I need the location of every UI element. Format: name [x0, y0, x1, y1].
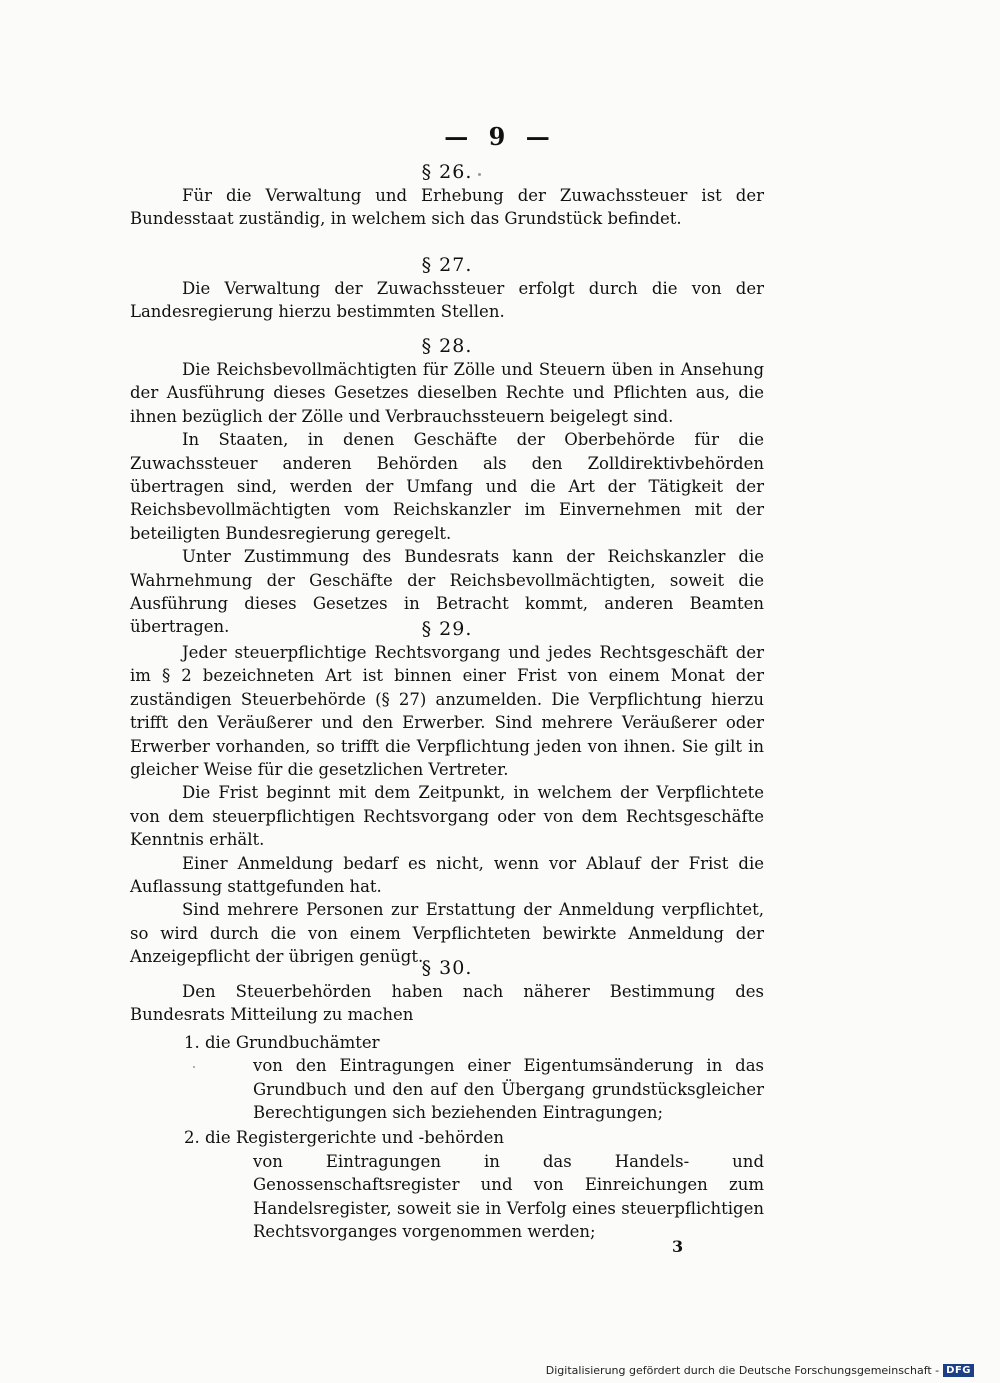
section-30 [130, 956, 764, 1243]
footer-text: Digitalisierung gefördert durch die Deutsche Forschungsgemeinschaft - [545, 1364, 940, 1377]
paragraph: Die Verwaltung der Zuwachssteuer erfolgt durch die von der Landesregierung hierzu bestimmten Stellen. [130, 279, 764, 322]
paragraph: Jeder steuerpflichtige Rechtsvorgang und jedes Rechtsgeschäft der im § 2 bezeichneten Art ist binnen einer Frist von einem Monat der zuständigen Steuerbehörde (§ 27) anzumelden. Die Verpflichtung hierzu trifft den Veräußerer und den Erwerber. Sind mehrere Veräußerer oder Erwerber vorhanden, so trifft die Verpflichtung jeden von ihnen. Sie gilt in gleicher Weise für die gesetzlichen Vertreter. [130, 643, 764, 780]
list-item-label: 1. die Grundbuchämter [184, 1032, 380, 1052]
print-speck [478, 173, 481, 176]
section-26 [130, 160, 764, 231]
section-29 [130, 617, 764, 969]
paragraph: Unter Zustimmung des Bundesrats kann der Reichskanzler die Wahrnehmung der Geschäfte der Reichsbevollmächtigten, soweit die Ausführung dieses Gesetzes in Betracht kommt, anderen Beamten übertragen. [130, 547, 764, 637]
section-title: § 26. [421, 161, 473, 183]
section-title: § 28. [421, 335, 473, 357]
list-item-text: von den Eintragungen einer Eigentumsänderung in das Grundbuch und den auf den Übergang grundstücksgleicher Berechtigungen sich beziehenden Eintragungen; [253, 1056, 764, 1123]
sheet-signature-number: 3 [672, 1237, 684, 1256]
digitization-footer [546, 1364, 974, 1377]
dfg-logo: DFG [943, 1364, 974, 1377]
page-number-header: — 9 — [444, 122, 556, 151]
list-item-text: von Eintragungen in das Handels- und Genossenschaftsregister und von Einreichungen zum Handelsregister, soweit sie in Verfolg eines steuerpflichtigen Rechtsvorganges vorgenommen werden; [253, 1151, 764, 1242]
paragraph: Sind mehrere Personen zur Erstattung der Anmeldung verpflichtet, so wird durch die von einem Verpflichteten bewirkte Anmeldung der Anzeigepflicht der übrigen genügt. [130, 900, 764, 967]
section-title: § 27. [421, 254, 473, 276]
paragraph: Die Frist beginnt mit dem Zeitpunkt, in welchem der Verpflichtete von dem steuerpflichtigen Rechtsvorgang oder von dem Rechtsgeschäfte Kenntnis erhält. [130, 783, 764, 850]
paragraph: Die Reichsbevollmächtigten für Zölle und Steuern üben in Ansehung der Ausführung dieses Gesetzes dieselben Rechte und Pflichten aus, die ihnen bezüglich der Zölle und Verbrauchssteuern beigelegt sind. [130, 360, 764, 426]
section-28 [130, 334, 764, 639]
paragraph: Für die Verwaltung und Erhebung der Zuwachssteuer ist der Bundesstaat zuständig, in welchem sich das Grundstück befindet. [130, 186, 764, 229]
paragraph: In Staaten, in denen Geschäfte der Oberbehörde für die Zuwachssteuer anderen Behörden als den Zolldirektivbehörden übertragen sind, werden der Umfang und die Art der Tätigkeit der Reichsbevollmächtigten vom Reichskanzler im Einvernehmen mit der beteiligten Bundesregierung geregelt. [130, 430, 764, 543]
paragraph: Den Steuerbehörden haben nach näherer Bestimmung des Bundesrats Mitteilung zu machen [130, 982, 764, 1025]
section-title: § 29. [421, 618, 473, 640]
section-27 [130, 253, 764, 324]
print-speck [193, 1066, 195, 1068]
section-title: § 30. [421, 957, 473, 979]
paragraph: Einer Anmeldung bedarf es nicht, wenn vor Ablauf der Frist die Auflassung stattgefunden hat. [130, 853, 764, 897]
list-item-label: 2. die Registergerichte und -behörden [184, 1128, 504, 1148]
